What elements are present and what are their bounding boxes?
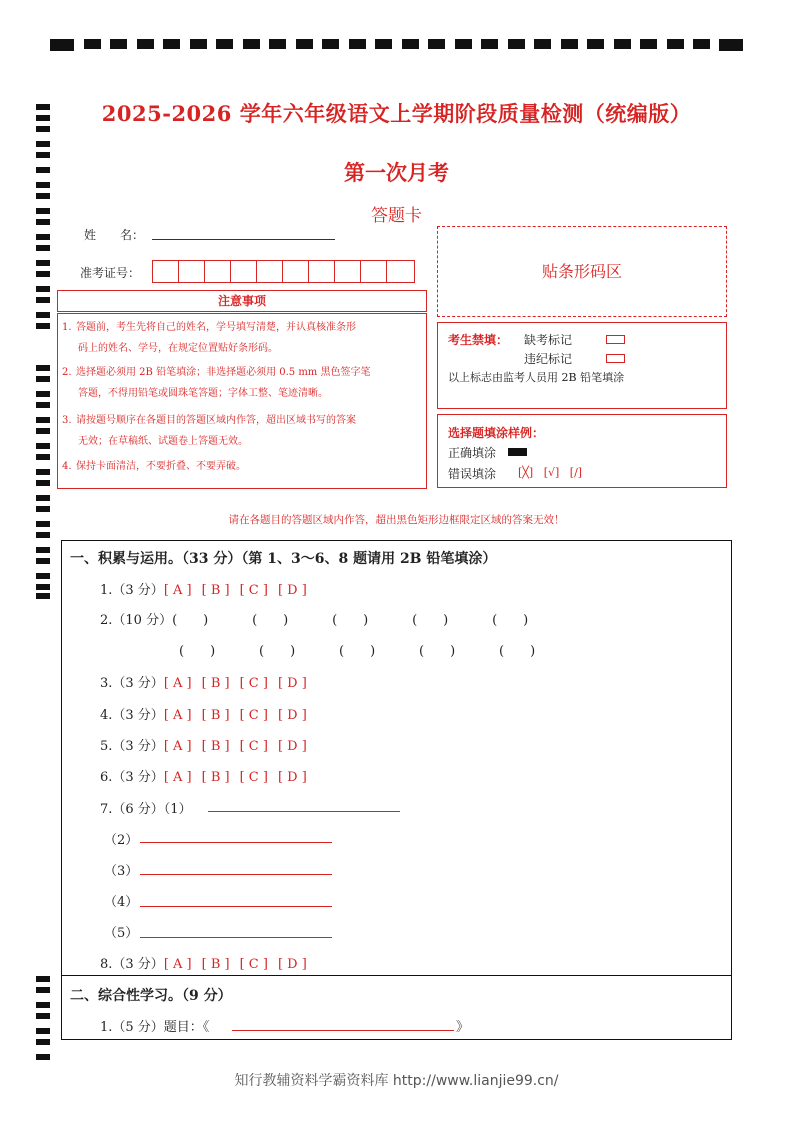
option-b[interactable]: [ B ]	[201, 770, 230, 785]
question-5: 5.（3 分）[ A ] [ B ] [ C ] [ D ]	[100, 739, 307, 754]
option-c[interactable]: [ C ]	[239, 739, 268, 754]
correct-label: 正确填涂	[448, 446, 497, 460]
answer-line-title[interactable]	[232, 1030, 454, 1031]
footer-watermark: 知行教辅资料学霸资料库 http://www.lianjie99.cn/	[234, 1073, 559, 1089]
forbidden-note: 以上标志由监考人员用 2B 铅笔填涂	[448, 371, 625, 384]
warning-text: 请在各题目的答题区域内作答，超出黑色矩形边框限定区域的答案无效！	[228, 514, 565, 526]
option-c[interactable]: [ C ]	[239, 957, 268, 972]
question-7-5: （5）	[104, 926, 139, 941]
answer-line-7-5[interactable]	[140, 937, 332, 938]
question-3: 3.（3 分）[ A ] [ B ] [ C ] [ D ]	[100, 676, 307, 691]
option-d[interactable]: [ D ]	[277, 739, 307, 754]
option-d[interactable]: [ D ]	[277, 957, 307, 972]
notice-item: 2. 选择题必须用 2B 铅笔填涂；非选择题必须用 0.5 mm 黑色签字笔 答题，不得用铅笔或圆珠笔答题；字体工整、笔迹清晰。	[62, 367, 371, 399]
option-b[interactable]: [ B ]	[201, 957, 230, 972]
barcode-area	[437, 226, 727, 317]
forbidden-label: 考生禁填：	[448, 333, 509, 347]
option-a[interactable]: [ A ]	[163, 583, 192, 598]
blank-paren[interactable]: ( )	[332, 613, 369, 628]
section2-question-1: 1.（5 分）题目：《	[100, 1020, 210, 1035]
blank-paren[interactable]: ( )	[499, 644, 536, 659]
notice-item: 3. 请按题号顺序在各题目的答题区域内作答，超出区域书写的答案 无效；在草稿纸、试题卷上答题无效。	[62, 415, 356, 447]
option-c[interactable]: [ C ]	[239, 583, 268, 598]
blank-paren[interactable]: ( )	[419, 644, 456, 659]
notice-item: 1. 答题前，考生先将自己的姓名，学号填写清楚，并认真核准条形 码上的姓名、学号，在规定位置贴好条形码。	[62, 322, 356, 354]
section2-heading: 二、综合性学习。（9 分）	[70, 988, 232, 1004]
question-6: 6.（3 分）[ A ] [ B ] [ C ] [ D ]	[100, 770, 307, 785]
section1-box	[61, 540, 732, 976]
answer-line-7-2[interactable]	[140, 842, 332, 843]
sample-label: 选择题填涂样例：	[448, 426, 545, 440]
violation-mark-box[interactable]	[606, 354, 625, 363]
option-b[interactable]: [ B ]	[201, 676, 230, 691]
notice-item: 4. 保持卡面清洁，不要折叠、不要弄破。	[62, 461, 246, 472]
notice-heading: 注意事项	[217, 294, 266, 308]
barcode-area-label: 贴条形码区	[541, 262, 622, 281]
filled-bubble-icon	[508, 448, 527, 456]
question-2: 2.（10 分）( ) ( ) ( ) ( ) ( )	[100, 609, 572, 628]
absent-mark-box[interactable]	[606, 335, 625, 344]
option-a[interactable]: [ A ]	[163, 770, 192, 785]
forbidden-box	[437, 322, 727, 409]
question-2-row-2	[179, 640, 579, 659]
blank-paren[interactable]: ( )	[339, 644, 376, 659]
option-a[interactable]: [ A ]	[163, 708, 192, 723]
option-a[interactable]: [ A ]	[163, 957, 192, 972]
option-d[interactable]: [ D ]	[277, 770, 307, 785]
page-title: 2025-2026 学年六年级语文上学期阶段质量检测（统编版）	[101, 101, 692, 126]
blank-paren[interactable]: ( )	[412, 613, 449, 628]
sample-box	[437, 414, 727, 488]
section1-heading: 一、积累与运用。（33 分）（第 1、3～6、8 题请用 2B 铅笔填涂）	[70, 551, 497, 567]
option-c[interactable]: [ C ]	[239, 676, 268, 691]
wrong-label: 错误填涂	[448, 467, 497, 481]
blank-paren[interactable]: ( )	[252, 613, 289, 628]
title-close-bracket: 》	[456, 1020, 470, 1035]
question-1: 1.（3 分）[ A ] [ B ] [ C ] [ D ]	[100, 583, 307, 598]
option-c[interactable]: [ C ]	[239, 708, 268, 723]
notice-heading-box	[57, 290, 427, 312]
option-b[interactable]: [ B ]	[201, 708, 230, 723]
blank-paren[interactable]: ( )	[172, 613, 209, 628]
option-a[interactable]: [ A ]	[163, 676, 192, 691]
option-a[interactable]: [ A ]	[163, 739, 192, 754]
blank-paren[interactable]: ( )	[179, 644, 216, 659]
violation-label: 违纪标记	[524, 352, 573, 366]
option-c[interactable]: [ C ]	[239, 770, 268, 785]
option-b[interactable]: [ B ]	[201, 739, 230, 754]
blank-paren[interactable]: ( )	[492, 613, 529, 628]
option-d[interactable]: [ D ]	[277, 583, 307, 598]
question-8: 8.（3 分）[ A ] [ B ] [ C ] [ D ]	[100, 957, 307, 972]
blank-paren[interactable]: ( )	[259, 644, 296, 659]
name-field[interactable]	[152, 239, 335, 240]
question-7-3: （3）	[104, 864, 139, 879]
question-7-4: （4）	[104, 895, 139, 910]
question-4: 4.（3 分）[ A ] [ B ] [ C ] [ D ]	[100, 708, 307, 723]
page-subtitle: 第一次月考	[344, 160, 449, 185]
exam-id-label: 准考证号：	[80, 266, 141, 280]
answer-line-7-3[interactable]	[140, 874, 332, 875]
absent-label: 缺考标记	[524, 333, 573, 347]
option-b[interactable]: [ B ]	[201, 583, 230, 598]
answer-line-7-1[interactable]	[208, 811, 400, 812]
question-7-1: 7.（6 分）（1）	[100, 802, 192, 817]
question-7-2: （2）	[104, 833, 139, 848]
answer-line-7-4[interactable]	[140, 906, 332, 907]
option-d[interactable]: [ D ]	[277, 708, 307, 723]
card-title: 答题卡	[371, 206, 422, 226]
option-d[interactable]: [ D ]	[277, 676, 307, 691]
wrong-marks: [╳] [√] [/]	[518, 466, 583, 479]
name-label: 姓 名：	[84, 228, 145, 242]
